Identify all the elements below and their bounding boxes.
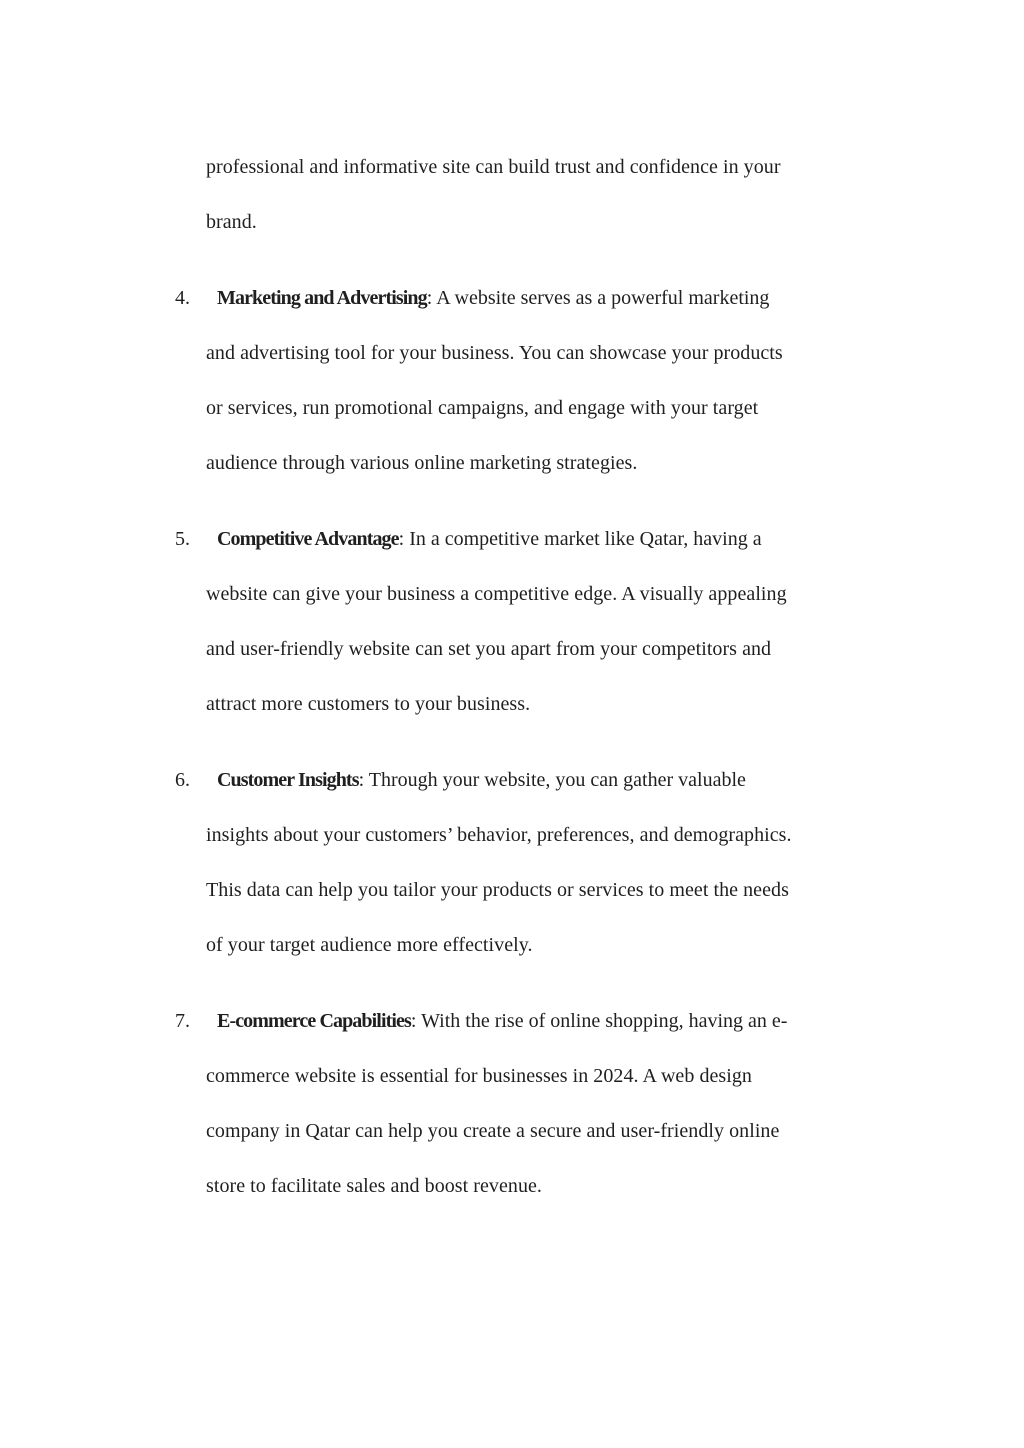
intro-line: brand. [206,211,257,233]
list-item-line: This data can help you tailor your products or services to meet the needs [206,879,789,901]
list-item-line: and advertising tool for your business. You can showcase your products [206,342,783,364]
list-item-line: store to facilitate sales and boost revenue. [206,1175,542,1197]
list-item-term: Customer Insights [217,769,359,791]
list-item-first-line [217,1009,787,1033]
intro-line: professional and informative site can build trust and confidence in your [206,156,781,178]
list-number: 4. [175,287,190,309]
list-item-line: company in Qatar can help you create a secure and user-friendly online [206,1120,780,1142]
list-item-line: of your target audience more effectively. [206,934,533,956]
list-item-first-line [217,768,746,792]
list-item-text: : In a competitive market like Qatar, having a [398,528,762,550]
list-item-term: E-commerce Capabilities [217,1010,411,1032]
list-item-text: : Through your website, you can gather valuable [358,769,746,791]
list-item-text: : A website serves as a powerful marketing [426,287,770,309]
list-number: 6. [175,769,190,791]
list-item-line: or services, run promotional campaigns, and engage with your target [206,397,759,419]
list-item-line: insights about your customers’ behavior, preferences, and demographics. [206,824,792,846]
list-number: 5. [175,528,190,550]
list-item-term: Marketing and Advertising [217,287,427,309]
list-item-line: website can give your business a competitive edge. A visually appealing [206,583,787,605]
list-item-line: and user-friendly website can set you apart from your competitors and [206,638,772,660]
list-number: 7. [175,1010,190,1032]
list-item-line: commerce website is essential for businesses in 2024. A web design [206,1065,752,1087]
list-item-term: Competitive Advantage [217,528,399,550]
list-item-first-line [217,527,762,551]
list-item-line: audience through various online marketing strategies. [206,452,638,474]
list-item-text: : With the rise of online shopping, having an e- [410,1010,788,1032]
list-item-first-line [217,286,769,310]
list-item-line: attract more customers to your business. [206,693,531,715]
